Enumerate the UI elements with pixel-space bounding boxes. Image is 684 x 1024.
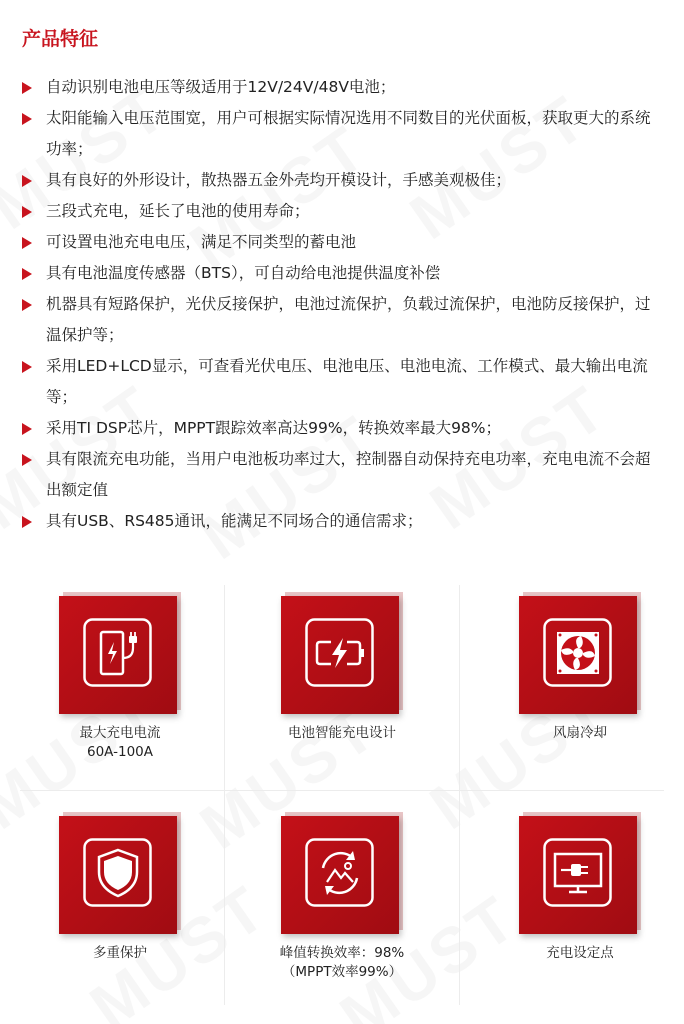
feature-item [22, 72, 662, 103]
bullet-arrow-icon [22, 516, 32, 528]
bullet-arrow-icon [22, 454, 32, 466]
card-label [242, 944, 442, 982]
icon-tile [59, 592, 181, 714]
feature-card-smart-charging [242, 592, 442, 743]
feature-card-fan-cooling [480, 592, 680, 743]
section-title: 产品特征 [22, 28, 99, 50]
card-subtitle: 60A-100A [87, 744, 153, 760]
feature-text: 采用TI DSP芯片，MPPT跟踪效率高达99%，转换效率最大98%； [46, 419, 502, 437]
card-title: 风扇冷却 [553, 725, 607, 741]
bullet-arrow-icon [22, 237, 32, 249]
feature-list [22, 72, 662, 537]
card-label [20, 724, 220, 762]
bullet-arrow-icon [22, 299, 32, 311]
feature-item [22, 103, 662, 165]
card-label [20, 944, 220, 963]
feature-item [22, 506, 662, 537]
feature-text: 采用LED+LCD显示，可查看光伏电压、电池电压、电池电流、工作模式、最大输出电流等； [46, 357, 648, 406]
grid-divider [20, 790, 664, 791]
card-title: 电池智能充电设计 [288, 725, 396, 741]
icon-tile [519, 812, 641, 934]
feature-item [22, 258, 662, 289]
bullet-arrow-icon [22, 423, 32, 435]
charge-current-icon [83, 618, 153, 688]
icon-tile [519, 592, 641, 714]
card-label [480, 944, 680, 963]
feature-item [22, 413, 662, 444]
feature-text: 具有USB、RS485通讯，能满足不同场合的通信需求； [46, 512, 423, 530]
bullet-arrow-icon [22, 113, 32, 125]
feature-text: 机器具有短路保护，光伏反接保护，电池过流保护，负载过流保护，电池防反接保护，过温保护等； [46, 295, 651, 344]
card-title: 多重保护 [93, 945, 147, 961]
feature-text: 具有限流充电功能，当用户电池板功率过大，控制器自动保持充电功率，充电电流不会超出额定值 [46, 450, 651, 499]
feature-card-max-current [20, 592, 220, 762]
feature-item [22, 165, 662, 196]
grid-divider [459, 585, 460, 1005]
feature-text: 太阳能输入电压范围宽，用户可根据实际情况选用不同数目的光伏面板，获取更大的系统功率； [46, 109, 651, 158]
efficiency-icon [305, 838, 375, 908]
monitor-plug-icon [543, 838, 613, 908]
shield-icon [83, 838, 153, 908]
feature-text: 具有电池温度传感器（BTS），可自动给电池提供温度补偿 [46, 264, 441, 282]
card-label [242, 724, 442, 743]
bullet-arrow-icon [22, 268, 32, 280]
bullet-arrow-icon [22, 361, 32, 373]
feature-text: 可设置电池充电电压，满足不同类型的蓄电池 [46, 233, 357, 251]
feature-item [22, 196, 662, 227]
feature-item [22, 227, 662, 258]
feature-text: 具有良好的外形设计，散热器五金外壳均开模设计，手感美观极佳； [46, 171, 512, 189]
fan-icon [543, 618, 613, 688]
bullet-arrow-icon [22, 206, 32, 218]
card-title: 充电设定点 [546, 945, 614, 961]
card-subtitle: （MPPT效率99%） [281, 964, 403, 980]
feature-card-charge-setpoint [480, 812, 680, 963]
feature-card-peak-efficiency [242, 812, 442, 982]
feature-item [22, 289, 662, 351]
icon-tile [59, 812, 181, 934]
bullet-arrow-icon [22, 175, 32, 187]
feature-card-multi-protection [20, 812, 220, 963]
feature-item [22, 351, 662, 413]
icon-tile [281, 812, 403, 934]
feature-item [22, 444, 662, 506]
bullet-arrow-icon [22, 82, 32, 94]
card-title: 最大充电电流 [79, 725, 161, 741]
smart-battery-icon [305, 618, 375, 688]
card-label [480, 724, 680, 743]
feature-text: 自动识别电池电压等级适用于12V/24V/48V电池； [46, 78, 396, 96]
grid-divider [224, 585, 225, 1005]
feature-text: 三段式充电，延长了电池的使用寿命； [46, 202, 310, 220]
icon-tile [281, 592, 403, 714]
card-title: 峰值转换效率：98% [279, 945, 405, 961]
